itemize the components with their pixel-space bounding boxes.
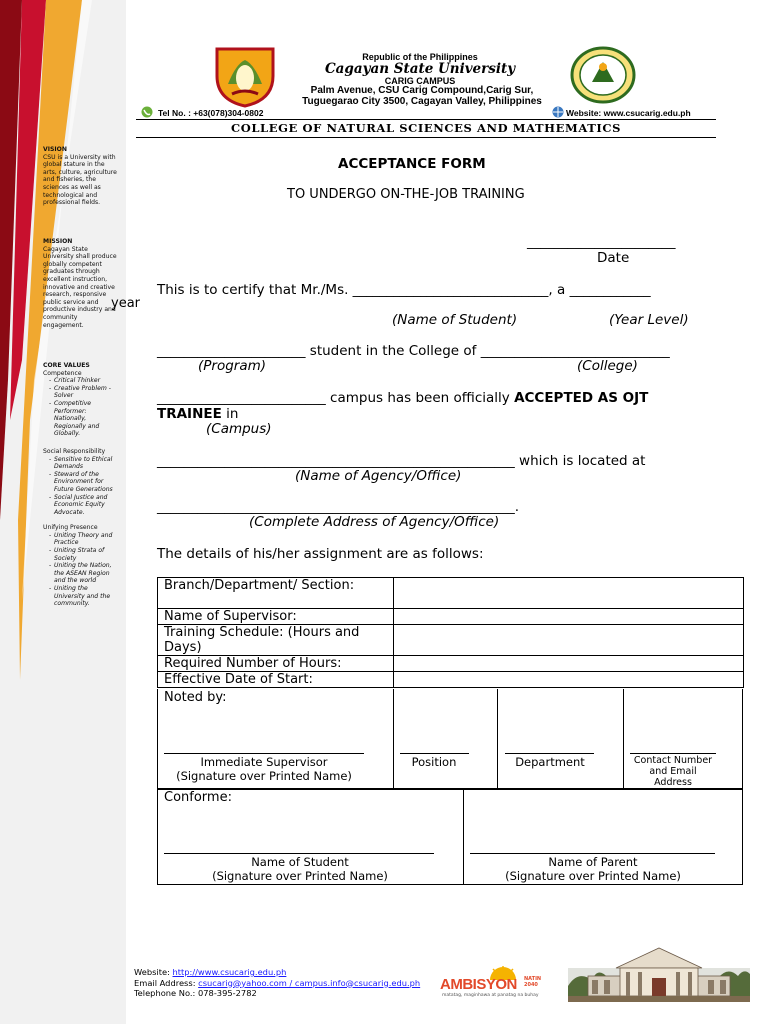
name-of-student-label: (Name of Student) bbox=[392, 312, 518, 328]
list-item: - Social Justice and Economic Equity Advocate. bbox=[49, 494, 118, 517]
list-item: - Sensitive to Ethical Demands bbox=[49, 456, 118, 471]
footer-email-row bbox=[134, 978, 420, 989]
sidebar bbox=[0, 0, 126, 1024]
vision-text: CSU is a University with global stature in the arts, culture, agriculture and fisheries, the sciences as well as technological and professional fields. bbox=[43, 153, 117, 207]
table-cell-label: Name of Supervisor: bbox=[158, 609, 394, 625]
signature-line bbox=[505, 753, 594, 754]
table-row bbox=[158, 672, 744, 688]
trainee-line bbox=[157, 406, 238, 422]
table-row bbox=[158, 609, 744, 625]
parent-signature-label bbox=[463, 855, 723, 883]
header-address-2: Tuguegarao City 3500, Cagayan Valley, Philippines bbox=[302, 96, 542, 107]
signature-line bbox=[164, 853, 434, 854]
footer-website-link[interactable]: http://www.csucarig.edu.ph bbox=[172, 967, 287, 977]
mission-block bbox=[43, 238, 118, 329]
building-image bbox=[568, 946, 750, 1002]
department-label: Department bbox=[515, 755, 585, 769]
list-item: - Steward of the Environment for Future Generations bbox=[49, 471, 118, 494]
ambisyon-sub: matatag, maginhawa at panatag na buhay bbox=[442, 993, 539, 998]
date-blank: ______________________ bbox=[527, 234, 676, 250]
assignment-table bbox=[157, 577, 744, 688]
table-row bbox=[158, 625, 744, 656]
agency-label: (Name of Agency/Office) bbox=[295, 468, 462, 484]
footer-website-row bbox=[134, 967, 420, 978]
list-item: - Uniting Strata of Society bbox=[49, 547, 118, 562]
core-competence: Competence bbox=[43, 369, 82, 377]
form-title: ACCEPTANCE FORM bbox=[338, 156, 486, 172]
footer-email-label: Email Address: bbox=[134, 977, 199, 988]
table-cell-label: Required Number of Hours: bbox=[158, 656, 394, 672]
header-tel: Tel No. : +63(078)304-0802 bbox=[158, 108, 264, 118]
header-rule-top bbox=[136, 119, 716, 120]
table-cell-value[interactable] bbox=[394, 625, 744, 656]
table-cell-label: Branch/Department/ Section: bbox=[158, 578, 394, 609]
list-item: - Creative Problem -Solver bbox=[49, 385, 118, 400]
table-cell-label: Effective Date of Start: bbox=[158, 672, 394, 688]
header-rule-bottom bbox=[136, 137, 716, 138]
signature-line bbox=[164, 753, 364, 754]
header-university: Cagayan State University bbox=[324, 61, 516, 77]
table-row bbox=[158, 656, 744, 672]
footer-website-label: Website: bbox=[134, 967, 173, 977]
program-label: (Program) bbox=[198, 358, 267, 374]
mission-text: Cagayan State University shall produce globally competent graduates through excellent instruction, innovative and creative research, responsive public service and productive industry and community engagement. bbox=[43, 245, 117, 329]
table-cell-value[interactable] bbox=[394, 578, 744, 609]
list-item: - Uniting the Nation, the ASEAN Region and the world bbox=[49, 562, 118, 585]
student-label-2: (Signature over Printed Name) bbox=[212, 869, 388, 883]
phone-icon bbox=[140, 106, 154, 118]
parent-label-1: Name of Parent bbox=[548, 855, 638, 869]
address-label: (Complete Address of Agency/Office) bbox=[249, 514, 500, 530]
mission-heading: MISSION bbox=[43, 238, 73, 245]
date-label: Date bbox=[597, 250, 630, 266]
year-level-label: (Year Level) bbox=[609, 312, 689, 328]
trainee-text: TRAINEE bbox=[157, 406, 222, 422]
campus-line-text: _________________________ campus has been officially bbox=[157, 390, 515, 406]
divider bbox=[393, 689, 394, 789]
supervisor-label-2: (Signature over Printed Name) bbox=[176, 769, 352, 783]
list-item: - Uniting Theory and Practice bbox=[49, 532, 118, 547]
header-website: Website: www.csucarig.edu.ph bbox=[566, 108, 691, 118]
vision-block bbox=[43, 146, 118, 207]
conforme-label: Conforme: bbox=[164, 790, 232, 805]
unifying-list bbox=[43, 532, 118, 608]
campus-label: (Campus) bbox=[206, 421, 272, 437]
signature-line bbox=[400, 753, 469, 754]
header-campus: CARIG CAMPUS bbox=[384, 76, 456, 86]
parent-label-2: (Signature over Printed Name) bbox=[505, 869, 681, 883]
list-item: - Uniting the University and the community. bbox=[49, 585, 118, 608]
address-line: _____________________________________________________. bbox=[157, 499, 520, 515]
certify-line: This is to certify that Mr./Ms. _____________________________, a ____________ bbox=[157, 282, 651, 298]
contact-label-3: Address bbox=[654, 777, 692, 788]
contact-label-1: Contact Number bbox=[633, 755, 713, 766]
campus-line bbox=[157, 390, 648, 406]
competence-list bbox=[43, 377, 118, 438]
signature-line bbox=[630, 753, 716, 754]
ambisyon-text: AMBISYON bbox=[440, 976, 517, 993]
core-values-heading: CORE VALUES bbox=[43, 362, 90, 369]
social-list bbox=[43, 456, 118, 517]
core-social: Social Responsibility bbox=[43, 447, 106, 455]
header-college: COLLEGE OF NATURAL SCIENCES AND MATHEMATICS bbox=[230, 121, 622, 135]
supervisor-label-1: Immediate Supervisor bbox=[200, 755, 328, 769]
supervisor-label bbox=[157, 755, 371, 783]
table-row bbox=[158, 578, 744, 609]
student-signature-label bbox=[157, 855, 443, 883]
trainee-in-text: in bbox=[221, 406, 239, 422]
accepted-text: ACCEPTED AS OJT bbox=[514, 390, 649, 406]
agency-line: _____________________________________________________ which is located at bbox=[157, 453, 646, 469]
signature-line bbox=[470, 853, 715, 854]
details-text: The details of his/her assignment are as follows: bbox=[157, 546, 484, 562]
student-label-1: Name of Student bbox=[251, 855, 349, 869]
ambisyon-logo bbox=[440, 966, 552, 1000]
position-label: Position bbox=[411, 755, 457, 769]
contact-label-2: and Email bbox=[649, 766, 697, 777]
table-cell-label: Training Schedule: (Hours and Days) bbox=[158, 625, 394, 656]
header-republic: Republic of the Philippines bbox=[362, 52, 478, 62]
list-item: - Competitive Performer: Nationally, Regionally and Globally. bbox=[49, 400, 118, 438]
footer-phone: Telephone No.: 078-395-2782 bbox=[134, 988, 257, 998]
table-cell-value[interactable] bbox=[394, 609, 744, 625]
core-values-block bbox=[43, 362, 118, 608]
ambisyon-tag: NATIN 2040 bbox=[524, 976, 542, 988]
header-address-1: Palm Avenue, CSU Carig Compound,Carig Sur, bbox=[310, 85, 534, 96]
contact-label bbox=[623, 755, 723, 788]
stray-year-text: year bbox=[111, 296, 141, 311]
noted-by-label: Noted by: bbox=[164, 690, 227, 705]
program-college-line: ______________________ student in the College of ____________________________ bbox=[157, 343, 670, 359]
form-subtitle: TO UNDERGO ON-THE-JOB TRAINING bbox=[287, 187, 525, 202]
core-unifying: Unifying Presence bbox=[43, 524, 98, 532]
globe-icon bbox=[552, 106, 564, 118]
college-label: (College) bbox=[577, 358, 638, 374]
divider bbox=[497, 689, 498, 789]
vision-heading: VISION bbox=[43, 146, 67, 153]
table-cell-value[interactable] bbox=[394, 672, 744, 688]
table-cell-value[interactable] bbox=[394, 656, 744, 672]
footer-contact bbox=[134, 967, 420, 999]
footer-email-link[interactable]: csucarig@yahoo.com / campus.info@csucarig.edu.ph bbox=[198, 977, 421, 988]
list-item: - Critical Thinker bbox=[49, 377, 118, 385]
